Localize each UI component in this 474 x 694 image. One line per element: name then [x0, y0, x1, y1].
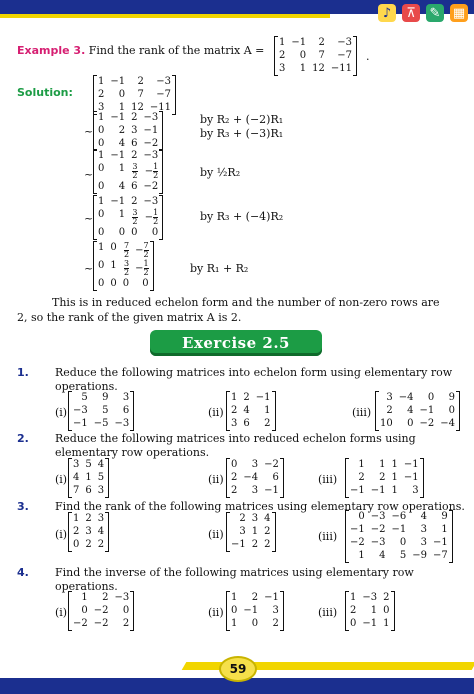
example-matrix	[274, 37, 357, 75]
q1-matrix-iii	[375, 392, 460, 430]
matrix-cell: 1	[231, 618, 238, 629]
matrix-cell: 2	[264, 418, 271, 429]
matrix-cell: −7	[337, 50, 352, 61]
matrix-cell: 1	[98, 112, 105, 123]
matrix-cell: 7	[318, 50, 325, 61]
matrix-cell: 1	[110, 260, 117, 271]
q2-part-iii-label: (iii)	[318, 473, 338, 486]
matrix-cell: −3	[143, 112, 159, 123]
matrix-cell: 1	[231, 392, 238, 403]
q3-matrix-i	[68, 513, 109, 551]
matrix-cell: −6	[391, 511, 407, 522]
operation-3: by R₃ + (−4)R₂	[200, 210, 284, 223]
matrix-cell: − $\frac{7}{2}$	[135, 241, 149, 259]
matrix-cell: 6	[131, 138, 138, 149]
matrix-cell: 1	[279, 37, 286, 48]
matrix-cell: 5	[85, 459, 92, 470]
matrix-cell: 2	[350, 605, 357, 616]
matrix-cell: −1	[73, 418, 88, 429]
matrix-cell: 0	[407, 418, 414, 429]
matrix-cell: 3	[412, 485, 419, 496]
matrix-cell: 0	[350, 618, 357, 629]
matrix-cell: 0	[81, 605, 88, 616]
compass-icon: ⊼	[402, 4, 420, 22]
tilde-4: ~	[84, 262, 94, 275]
matrix-cell: −5	[93, 418, 109, 429]
matrix-cell: 1	[81, 592, 88, 603]
matrix-cell: −3	[370, 511, 386, 522]
matrix-cell: −1	[264, 592, 279, 603]
tilde-1: ~	[84, 125, 94, 138]
matrix-cell: −1	[350, 485, 365, 496]
matrix-cell: 3	[239, 526, 246, 537]
matrix-cell: 4	[97, 526, 105, 537]
matrix-cell: −3	[370, 537, 386, 548]
matrix-cell: −1	[110, 112, 126, 123]
q3-part-i-label: (i)	[55, 528, 68, 541]
matrix-cell: −1	[433, 537, 448, 548]
matrix-cell: 1	[370, 605, 378, 616]
matrix-cell: −1	[110, 150, 126, 161]
matrix-cell: 12	[131, 102, 144, 113]
matrix-cell: 1	[98, 196, 105, 207]
matrix-cell: −3	[362, 592, 378, 603]
matrix-cell: 3	[420, 537, 427, 548]
matrix-cell: 0	[231, 605, 238, 616]
matrix-cell: 1	[98, 76, 105, 87]
matrix-cell: 0	[448, 405, 455, 416]
matrix-cell: 1	[379, 459, 386, 470]
matrix-cell: −1	[110, 76, 126, 87]
matrix-cell: 12	[312, 63, 325, 74]
q3-part-ii-label: (ii)	[208, 528, 224, 541]
matrix-cell: 1	[441, 524, 448, 535]
matrix-cell: −1	[243, 605, 259, 616]
question-4-number: 4.	[17, 566, 29, 579]
matrix-cell: 2	[131, 112, 138, 123]
q3-matrix-iii	[345, 511, 453, 562]
matrix-cell: 1	[231, 592, 238, 603]
matrix-cell: 2	[122, 618, 130, 629]
matrix-cell: 2	[231, 485, 238, 496]
matrix-cell: 0	[98, 227, 105, 238]
q4-matrix-ii	[226, 592, 284, 630]
conclusion-line-1: This is in reduced echelon form and the number of non-zero rows are	[52, 296, 440, 309]
matrix-cell: 2	[264, 526, 271, 537]
matrix-cell: 0	[98, 125, 105, 136]
matrix-cell: 0	[383, 605, 390, 616]
matrix-cell: −2	[93, 605, 109, 616]
matrix-cell: 1	[358, 459, 365, 470]
matrix-cell: 0	[98, 260, 105, 271]
example-text: Find the rank of the matrix A =	[88, 44, 265, 57]
matrix-cell: 5	[399, 550, 407, 561]
matrix-cell: $\frac{3}{2}$	[124, 259, 130, 277]
matrix-cell: 0	[98, 181, 105, 192]
matrix-cell: 0	[122, 278, 130, 289]
matrix-cell: 1	[299, 63, 307, 74]
matrix-cell: 0	[122, 605, 130, 616]
matrix-cell: 1	[391, 472, 398, 483]
matrix-cell: 2	[98, 89, 105, 100]
matrix-cell: −11	[330, 63, 352, 74]
example-period: .	[366, 50, 370, 63]
matrix-cell: 2	[131, 150, 138, 161]
matrix-cell: 2	[251, 539, 259, 550]
matrix-cell: 2	[243, 392, 250, 403]
matrix-cell: 4	[407, 405, 414, 416]
matrix-cell: −9	[412, 550, 427, 561]
matrix-cell: 4	[420, 511, 427, 522]
matrix-cell: 1	[264, 405, 271, 416]
matrix-cell: 0	[118, 227, 126, 238]
q1-part-ii-label: (ii)	[208, 406, 224, 419]
tilde-3: ~	[84, 212, 94, 225]
matrix-cell: −7	[433, 550, 448, 561]
q2-matrix-i	[68, 459, 109, 497]
q4-part-i-label: (i)	[55, 606, 68, 619]
matrix-cell: $\frac{3}{2}$	[132, 208, 138, 226]
matrix-cell: 3	[251, 459, 259, 470]
matrix-cell: 2	[264, 539, 271, 550]
calculator-icon: ▦	[450, 4, 468, 22]
matrix-cell: 0	[251, 618, 259, 629]
matrix-cell: 1	[85, 472, 92, 483]
example-label: Example 3.	[17, 44, 86, 57]
matrix-cell: 1	[98, 150, 105, 161]
matrix-cell: 3	[386, 392, 393, 403]
solution-matrix-3	[93, 196, 163, 239]
matrix-cell: −3	[114, 592, 130, 603]
matrix-cell: 0	[98, 278, 105, 289]
matrix-cell: 10	[380, 418, 393, 429]
matrix-cell: 0	[118, 89, 126, 100]
matrix-cell: 0	[151, 227, 159, 238]
matrix-cell: 2	[73, 526, 80, 537]
matrix-cell: 1	[391, 459, 398, 470]
matrix-cell: 3	[122, 392, 130, 403]
matrix-cell: 5	[97, 472, 105, 483]
matrix-cell: −2	[350, 537, 365, 548]
matrix-cell: 2	[231, 472, 238, 483]
matrix-cell: −1	[350, 524, 365, 535]
matrix-cell: 3	[73, 459, 80, 470]
q4-matrix-i	[68, 592, 134, 630]
conclusion-line-2: 2, so the rank of the given matrix A is 2.	[17, 311, 242, 324]
header-icons	[378, 0, 468, 26]
matrix-cell: 0	[231, 459, 238, 470]
matrix-cell: −1	[110, 196, 126, 207]
matrix-cell: 1	[118, 163, 126, 174]
matrix-cell: 2	[118, 125, 126, 136]
question-3-number: 3.	[17, 500, 29, 513]
q1-matrix-i	[68, 392, 134, 430]
matrix-cell: 2	[358, 472, 365, 483]
matrix-cell: −1	[370, 485, 386, 496]
question-3-text-1: Find the rank of the following matrices using elementary row operations.	[55, 500, 465, 513]
matrix-cell: 2	[102, 592, 109, 603]
matrix-cell: − $\frac{1}{2}$	[135, 259, 149, 277]
matrix-cell: 2	[137, 76, 144, 87]
question-2-text-1: Reduce the following matrices into reduced echelon forms using	[55, 432, 416, 445]
matrix-cell: 2	[386, 405, 393, 416]
matrix-cell: − $\frac{1}{2}$	[144, 162, 159, 180]
q2-part-ii-label: (ii)	[208, 473, 224, 486]
solution-matrix-4	[93, 242, 154, 290]
matrix-cell: 1	[98, 242, 105, 253]
matrix-cell: 4	[264, 513, 271, 524]
matrix-cell: −1	[231, 539, 246, 550]
operation-1b: by R₃ + (−3)R₁	[200, 127, 284, 140]
q1-part-iii-label: (iii)	[352, 406, 372, 419]
matrix-cell: 2	[379, 472, 386, 483]
matrix-cell: 2	[231, 405, 238, 416]
matrix-cell: −1	[403, 472, 419, 483]
example-heading	[17, 44, 264, 57]
matrix-cell: 2	[131, 196, 138, 207]
matrix-cell: 2	[85, 539, 92, 550]
matrix-cell: 0	[299, 50, 307, 61]
matrix-cell: −7	[156, 89, 171, 100]
matrix-cell: 6	[85, 485, 92, 496]
matrix-cell: 1	[350, 592, 357, 603]
question-2-text-2: elementary row operations.	[55, 446, 210, 459]
matrix-cell: 3	[97, 485, 105, 496]
q2-matrix-iii	[345, 459, 424, 497]
matrix-cell: −2	[264, 459, 279, 470]
matrix-cell: −1	[391, 524, 407, 535]
operation-4: by R₁ + R₂	[190, 262, 249, 275]
matrix-cell: −3	[156, 76, 171, 87]
matrix-cell: 6	[122, 405, 130, 416]
matrix-cell: −1	[143, 125, 159, 136]
solution-matrix-2	[93, 150, 163, 193]
matrix-cell: 0	[98, 163, 105, 174]
matrix-cell: 1	[118, 209, 126, 220]
matrix-cell: 3	[98, 102, 105, 113]
matrix-cell: −2	[143, 181, 159, 192]
matrix-cell: −2	[93, 618, 109, 629]
matrix-cell: 2	[239, 513, 246, 524]
matrix-cell: 3	[251, 513, 259, 524]
matrix-cell: −1	[264, 485, 279, 496]
matrix-cell: 9	[102, 392, 109, 403]
matrix-cell: 4	[73, 472, 80, 483]
matrix-cell: 1	[118, 102, 126, 113]
matrix-cell: −11	[149, 102, 171, 113]
solution-matrix-1	[93, 112, 163, 150]
q2-matrix-ii	[226, 459, 284, 497]
matrix-cell: 0	[98, 138, 105, 149]
matrix-cell: 6	[243, 418, 250, 429]
matrix-cell: 4	[118, 181, 126, 192]
matrix-cell: 2	[272, 618, 279, 629]
matrix-cell: $\frac{7}{2}$	[124, 241, 130, 259]
matrix-cell: 0	[399, 537, 407, 548]
matrix-cell: −4	[398, 392, 414, 403]
matrix-cell: $\frac{3}{2}$	[132, 162, 138, 180]
matrix-cell: 2	[251, 592, 259, 603]
matrix-cell: −2	[73, 618, 88, 629]
matrix-cell: 3	[279, 63, 286, 74]
question-2-number: 2.	[17, 432, 29, 445]
matrix-cell: −1	[255, 392, 271, 403]
matrix-cell: 0	[110, 278, 117, 289]
q3-matrix-ii	[226, 513, 276, 551]
matrix-cell: 2	[318, 37, 325, 48]
pencil-icon: ✎	[426, 4, 444, 22]
header-stripe	[0, 14, 330, 18]
matrix-cell: 3	[231, 418, 238, 429]
matrix-cell: 2	[383, 592, 390, 603]
matrix-cell: −3	[337, 37, 352, 48]
matrix-cell: 0	[110, 242, 117, 253]
matrix-cell: 2	[85, 513, 92, 524]
matrix-cell: 5	[102, 405, 109, 416]
matrix-cell: 6	[272, 472, 279, 483]
q2-part-i-label: (i)	[55, 473, 68, 486]
matrix-cell: 3	[420, 524, 427, 535]
matrix-cell: −3	[73, 405, 88, 416]
matrix-cell: 3	[131, 125, 138, 136]
matrix-cell: −4	[440, 418, 455, 429]
matrix-cell: −1	[291, 37, 307, 48]
matrix-cell: 7	[137, 89, 144, 100]
matrix-cell: 0	[142, 278, 149, 289]
matrix-cell: 1	[391, 485, 398, 496]
matrix-cell: 0	[131, 227, 138, 238]
matrix-cell: 3	[97, 513, 105, 524]
q1-part-i-label: (i)	[55, 406, 68, 419]
matrix-cell: 3	[251, 485, 259, 496]
matrix-cell: −3	[143, 150, 159, 161]
matrix-cell: 2	[97, 539, 105, 550]
exercise-banner	[150, 330, 322, 356]
q4-part-ii-label: (ii)	[208, 606, 224, 619]
matrix-cell: −1	[403, 459, 419, 470]
matrix-cell: 0	[427, 392, 435, 403]
matrix-cell: 0	[73, 539, 80, 550]
matrix-cell: 9	[441, 511, 448, 522]
matrix-cell: 3	[272, 605, 279, 616]
matrix-cell: 6	[131, 181, 138, 192]
matrix-cell: 5	[81, 392, 88, 403]
page-number: 59	[219, 656, 257, 682]
tilde-2: ~	[84, 168, 94, 181]
matrix-cell: 4	[118, 138, 126, 149]
matrix-cell: − $\frac{1}{2}$	[144, 208, 159, 226]
question-4-text-2: operations.	[55, 580, 118, 593]
matrix-cell: −2	[370, 524, 386, 535]
matrix-cell: 4	[243, 405, 250, 416]
q4-matrix-iii	[345, 592, 395, 630]
q3-part-iii-label: (iii)	[318, 530, 338, 543]
question-1-number: 1.	[17, 366, 29, 379]
matrix-cell: 1	[358, 550, 365, 561]
matrix-cell: 1	[383, 618, 390, 629]
question-4-text-1: Find the inverse of the following matrices using elementary row	[55, 566, 414, 579]
matrix-cell: −3	[114, 418, 130, 429]
matrix-cell: −2	[143, 138, 159, 149]
operation-1a: by R₂ + (−2)R₁	[200, 113, 284, 126]
matrix-cell: 0	[358, 511, 365, 522]
bell-icon: ♪	[378, 4, 396, 22]
solution-matrix-0	[93, 76, 176, 114]
matrix-cell: 2	[279, 50, 286, 61]
matrix-cell: −1	[362, 618, 378, 629]
q4-part-iii-label: (iii)	[318, 606, 338, 619]
matrix-cell: −3	[143, 196, 159, 207]
matrix-cell: −2	[419, 418, 435, 429]
question-1-text-1: Reduce the following matrices into echelon form using elementary row	[55, 366, 453, 379]
matrix-cell: 0	[98, 209, 105, 220]
operation-2: by ½R₂	[200, 166, 241, 179]
exercise-title: Exercise 2.5	[182, 334, 290, 352]
matrix-cell: 4	[97, 459, 105, 470]
matrix-cell: 1	[73, 513, 80, 524]
matrix-cell: 3	[85, 526, 92, 537]
matrix-cell: 4	[379, 550, 386, 561]
matrix-cell: −4	[243, 472, 259, 483]
question-1-text-2: operations.	[55, 380, 118, 393]
matrix-cell: 7	[73, 485, 80, 496]
matrix-cell: −1	[419, 405, 435, 416]
matrix-cell: 1	[251, 526, 259, 537]
solution-label: Solution:	[17, 86, 73, 99]
q1-matrix-ii	[226, 392, 276, 430]
matrix-cell: 9	[448, 392, 455, 403]
